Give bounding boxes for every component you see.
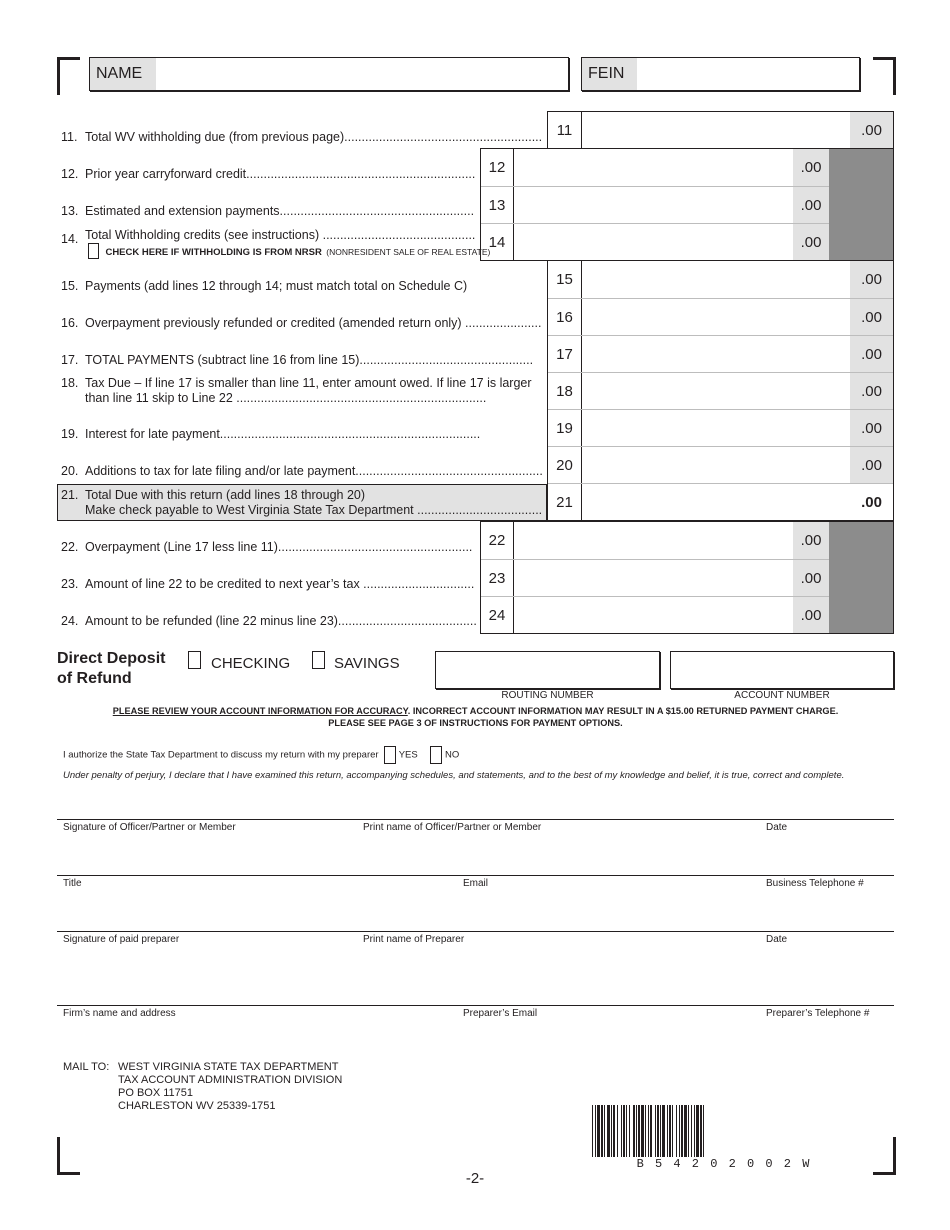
barcode-bar [607,1105,610,1157]
line-19-label: 19. Interest for late payment........................................................................... [61,427,481,441]
barcode-bar [629,1105,630,1157]
barcode-bar [623,1105,625,1157]
direct-deposit-title: Direct Deposit of Refund [57,650,166,687]
authorize-no-label: NO [444,749,460,761]
corner-mark-top-right [873,57,896,95]
barcode-bar [696,1105,699,1157]
mail-to-label: MAIL TO: [63,1061,110,1073]
savings-checkbox[interactable] [312,651,325,669]
line-24-amount-input[interactable] [514,597,793,633]
line-19-number: 19 [556,419,573,437]
authorize-no-checkbox[interactable] [430,746,442,764]
line-13-amount-input[interactable] [514,187,793,223]
barcode-bar [595,1105,596,1157]
line-18-number: 18 [556,382,573,400]
officer-name-label: Print name of Officer/Partner or Member [363,822,542,833]
barcode-bar [703,1105,704,1157]
barcode-bar [597,1105,600,1157]
line-20-label: 20. Additions to tax for late filing and/or late payment...................................................... [61,464,543,478]
barcode-bar [662,1105,665,1157]
line-20-amount-input[interactable] [582,447,850,483]
barcode-bar [669,1105,671,1157]
preparer-phone-label: Preparer’s Telephone # [766,1008,870,1019]
barcode-bar [688,1105,689,1157]
page-number: -2- [465,1170,485,1187]
barcode-bar [645,1105,646,1157]
line-17-label: 17. TOTAL PAYMENTS (subtract line 16 from line 15).................................................. [61,353,534,367]
routing-number-input[interactable] [435,651,660,689]
line-22-cents: .00 [793,522,829,559]
line-18-label-cont: than line 11 skip to Line 22 ........................................................................ [85,391,487,405]
shaded-area-12-14 [829,149,893,260]
barcode-bar [592,1105,593,1157]
line-20-cents: .00 [850,447,893,483]
line-21-label: 21. Total Due with this return (add lines 18 through 20) [61,488,366,502]
account-number-input[interactable] [670,651,894,689]
barcode-bar [636,1105,637,1157]
line-12-label: 12. Prior year carryforward credit.................................................................. [61,167,476,181]
barcode-text: B 5 4 2 0 2 0 0 2 W [636,1157,812,1171]
barcode-bar [650,1105,652,1157]
barcode-bar [613,1105,615,1157]
checking-label: CHECKING [211,655,291,672]
line-11-amount-input[interactable] [582,112,850,148]
barcode-bar [638,1105,640,1157]
nrsr-check-note: (NONRESIDENT SALE OF REAL ESTATE) [326,247,491,257]
line-17-cents: .00 [850,336,893,372]
mail-to-address: WEST VIRGINIA STATE TAX DEPARTMENT TAX ACCOUNT ADMINISTRATION DIVISION PO BOX 11751 CHARLESTON WV 25339-1751 [118,1061,343,1112]
barcode-bar [641,1105,644,1157]
line-14-cents: .00 [793,224,829,260]
barcode-bar [700,1105,702,1157]
line-14-amount-input[interactable] [514,224,793,260]
barcode-bar [691,1105,692,1157]
line-23-cents: .00 [793,560,829,596]
authorize-row [63,746,459,764]
line-15-label: 15. Payments (add lines 12 through 14; must match total on Schedule C) [61,279,468,293]
savings-label: SAVINGS [334,655,400,672]
business-phone-label: Business Telephone # [766,878,864,889]
line-19-cents: .00 [850,410,893,446]
barcode-bar [621,1105,622,1157]
line-18-amount-input[interactable] [582,373,850,409]
nrsr-checkbox[interactable] [88,243,99,259]
barcode-bar [660,1105,661,1157]
line-23-label: 23. Amount of line 22 to be credited to next year’s tax ................................ [61,577,475,591]
line-23-amount-input[interactable] [514,560,793,596]
line-19-amount-input[interactable] [582,410,850,446]
line-21-label-cont: Make check payable to West Virginia State Tax Department .................................... [85,503,543,517]
barcode-bar [676,1105,677,1157]
line-14-number: 14 [488,233,506,251]
line-21-number: 21 [556,493,573,511]
date-label-1: Date [766,822,788,833]
barcode-bar [681,1105,683,1157]
barcode-bar [672,1105,673,1157]
line-15-amount-input[interactable] [582,261,850,298]
preparer-email-label: Preparer’s Email [463,1008,538,1019]
barcode-bar [617,1105,618,1157]
line-15-cents: .00 [850,261,893,298]
barcode-bar [601,1105,603,1157]
line-12-amount-input[interactable] [514,149,793,186]
line-23-number: 23 [488,569,506,587]
barcode-bar [648,1105,649,1157]
line-20-number: 20 [556,456,573,474]
line-16-label: 16. Overpayment previously refunded or credited (amended return only) ...................... [61,316,542,330]
nrsr-checkbox-row [88,242,490,260]
line-11-label: 11. Total WV withholding due (from previous page)......................................................... [61,130,543,144]
account-number-label: ACCOUNT NUMBER [734,690,830,701]
barcode-bar [694,1105,695,1157]
line-12-number: 12 [488,159,506,176]
line-24-label: 24. Amount to be refunded (line 22 minus line 23)........................................ [61,614,477,628]
barcode-bar [657,1105,659,1157]
line-14-label: 14. Total Withholding credits (see instructions) ............................................ [61,228,476,246]
barcode-bar [604,1105,605,1157]
authorize-yes-checkbox[interactable] [384,746,396,764]
line-18-cents: .00 [850,373,893,409]
line-16-amount-input[interactable] [582,299,850,335]
name-field[interactable] [89,57,569,91]
barcode-bar [667,1105,668,1157]
fein-label: FEIN [582,58,637,90]
line-24-cents: .00 [793,597,829,633]
fein-field[interactable] [581,57,860,91]
officer-signature-label: Signature of Officer/Partner or Member [63,822,236,833]
firm-name-address-label: Firm’s name and address [63,1008,176,1019]
preparer-name-label: Print name of Preparer [363,934,465,945]
line-11-number: 11 [556,121,573,139]
line-22-amount-input[interactable] [514,522,793,559]
line-12-cents: .00 [793,149,829,186]
line-21-cents: .00 [850,484,893,520]
routing-number-label: ROUTING NUMBER [501,690,594,701]
line-13-number: 13 [488,196,506,214]
name-label: NAME [90,58,156,90]
line-22-number: 22 [488,532,506,549]
barcode-bar [626,1105,627,1157]
barcode-image [590,1105,858,1157]
line-17-amount-input[interactable] [582,336,850,372]
corner-mark-top-left [57,57,80,95]
line-16-cents: .00 [850,299,893,335]
account-accuracy-notice: PLEASE REVIEW YOUR ACCOUNT INFORMATION FOR ACCURACY. INCORRECT ACCOUNT INFORMATION MAY RESULT IN A $15.00 RETURNED PAYMENT CHARGE. PLEASE SEE PAGE 3 OF INSTRUCTIONS FOR PAYMENT OPTIONS. [112,706,839,728]
line-21-amount-input[interactable] [582,484,850,520]
perjury-statement: Under penalty of perjury, I declare that I have examined this return, accompanying schedules, and statements, and to the best of my knowledge and belief, it is true, correct and complete. [63,770,845,781]
line-11-cents: .00 [850,112,893,148]
authorize-text: I authorize the State Tax Department to discuss my return with my preparer [63,749,379,761]
line-22-label: 22. Overpayment (Line 17 less line 11)........................................................ [61,540,473,554]
line-24-number: 24 [488,606,506,624]
shaded-area-22-24 [829,522,893,633]
email-label: Email [463,878,489,889]
line-13-label: 13. Estimated and extension payments........................................................ [61,204,475,218]
line-17-number: 17 [556,345,573,363]
barcode-bar [633,1105,635,1157]
line-13-cents: .00 [793,187,829,223]
barcode-bar [611,1105,612,1157]
title-label: Title [63,878,82,889]
line-16-number: 16 [556,308,573,326]
line-18-label: 18. Tax Due – If line 17 is smaller than line 11, enter amount owed. If line 17 is larger [61,376,532,390]
line-15-number: 15 [556,271,573,288]
checking-checkbox[interactable] [188,651,201,669]
barcode-bar [679,1105,680,1157]
preparer-signature-label: Signature of paid preparer [63,934,180,945]
nrsr-check-label: CHECK HERE IF WITHHOLDING IS FROM NRSR [105,247,322,258]
barcode-bar [684,1105,687,1157]
barcode-bar [655,1105,656,1157]
authorize-yes-label: YES [398,749,418,761]
date-label-2: Date [766,934,788,945]
